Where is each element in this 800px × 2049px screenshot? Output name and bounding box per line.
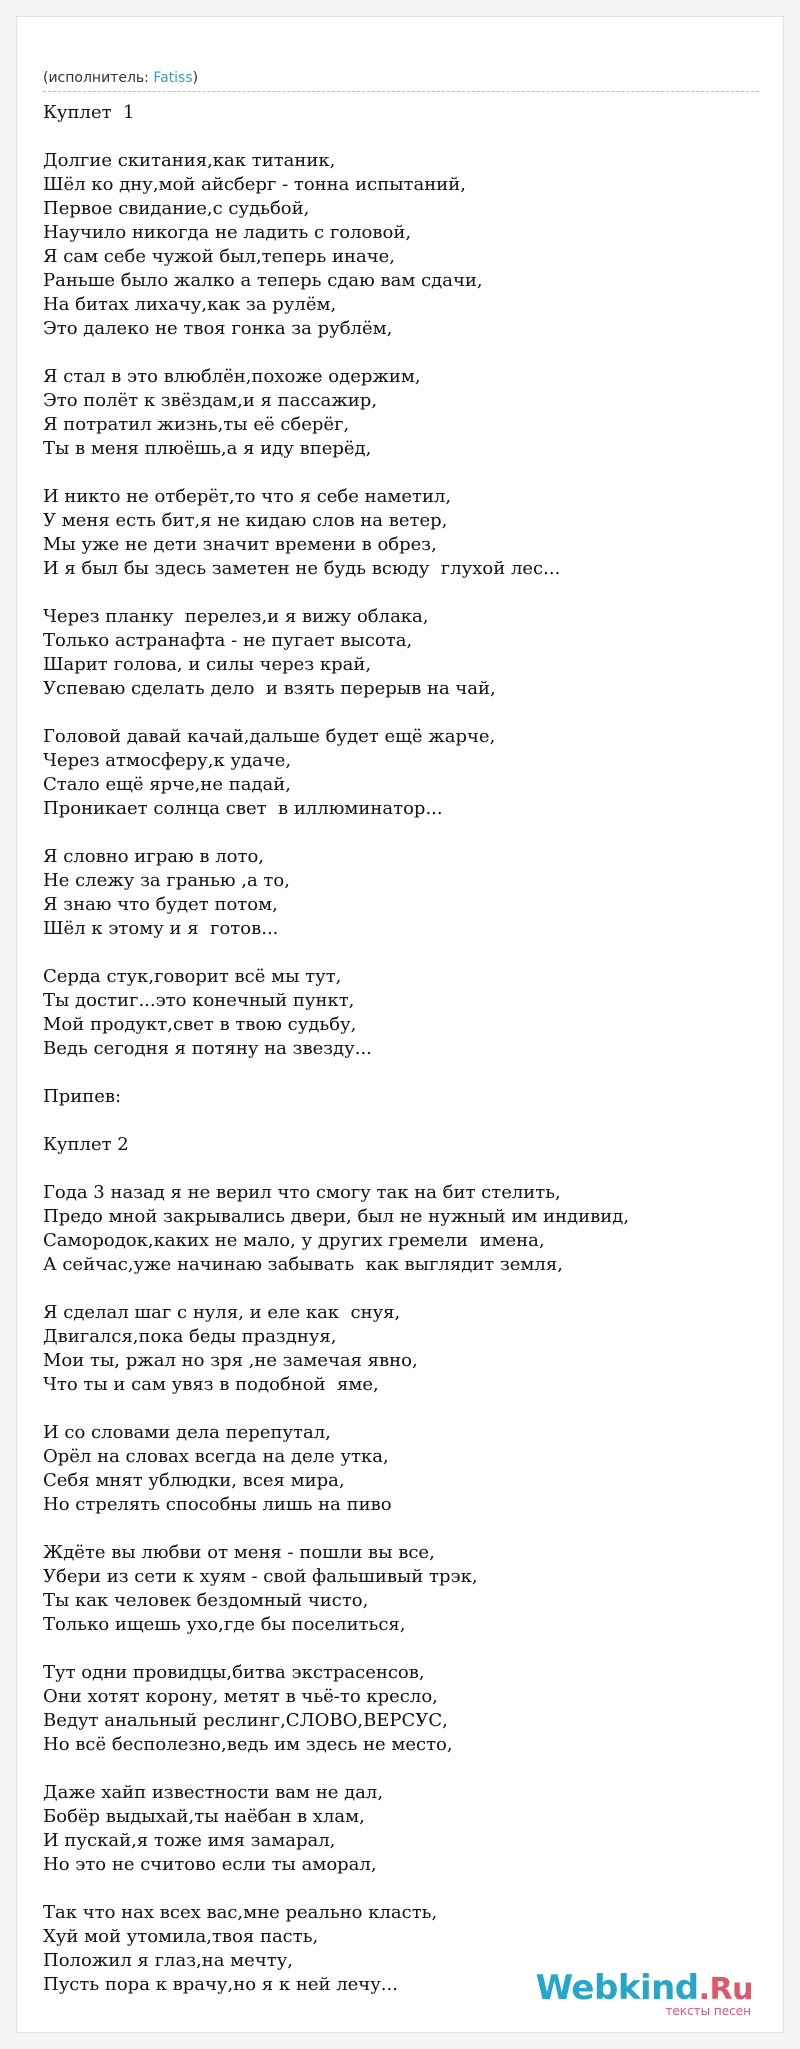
lyric-line: Но стрелять способны лишь на пиво: [43, 1494, 392, 1515]
stanza-gap: [43, 1877, 759, 1901]
lyrics-sheet: [16, 16, 784, 2033]
lyric-line: Это далеко не твоя гонка за рублём,: [43, 318, 393, 339]
lyric-line: Долгие скитания,как титаник,: [43, 150, 336, 171]
lyric-line: Научило никогда не ладить с головой,: [43, 222, 412, 243]
stanza-gap: [43, 1277, 759, 1301]
lyric-line: Мои ты, ржал но зря ,не замечая явно,: [43, 1350, 418, 1371]
lyric-line: Положил я глаз,на мечту,: [43, 1950, 294, 1971]
stanza-gap: [43, 1397, 759, 1421]
stanza-gap: [43, 1757, 759, 1781]
stanza: [43, 485, 759, 581]
logo-tld: .Ru: [698, 1972, 753, 2007]
stanza: [43, 725, 759, 821]
stanza-gap: [43, 1109, 759, 1133]
lyric-line: Шёл ко дну,мой айсберг - тонна испытаний,: [43, 174, 466, 195]
site-logo[interactable]: [536, 1970, 753, 2018]
lyric-line: Предо мной закрывались двери, был не нужный им индивид,: [43, 1206, 630, 1227]
performer-suffix: ): [192, 70, 199, 86]
lyric-line: Не слежу за гранью ,а то,: [43, 870, 290, 891]
stanza: [43, 965, 759, 1061]
lyric-line: У меня есть бит,я не кидаю слов на ветер,: [43, 510, 448, 531]
lyric-line: Двигался,пока беды празднуя,: [43, 1326, 337, 1347]
stanza: [43, 1781, 759, 1877]
lyric-line: Орёл на словах всегда на деле утка,: [43, 1446, 389, 1467]
stanza-gap: [43, 461, 759, 485]
lyric-line: Ждёте вы любви от меня - пошли вы все,: [43, 1542, 435, 1563]
lyric-line: Проникает солнца свет в иллюминатор...: [43, 798, 443, 819]
stanza: [43, 1661, 759, 1757]
lyric-line: Стало ещё ярче,не падай,: [43, 774, 292, 795]
lyric-line: Года 3 назад я не верил что смогу так на бит стелить,: [43, 1182, 561, 1203]
lyric-line: Бобёр выдыхай,ты наёбан в хлам,: [43, 1806, 365, 1827]
stanza-gap: [43, 1157, 759, 1181]
lyric-line: Тут одни провидцы,битва экстрасенсов,: [43, 1662, 425, 1683]
stanza-gap: [43, 341, 759, 365]
lyric-line: Через планку перелез,и я вижу облака,: [43, 606, 429, 627]
lyric-line: Себя мнят ублюдки, всея мира,: [43, 1470, 345, 1491]
lyric-line: И никто не отберёт,то что я себе наметил,: [43, 486, 452, 507]
stanza-gap: [43, 701, 759, 725]
lyric-line: Мой продукт,свет в твою судьбу,: [43, 1014, 357, 1035]
stanza-gap: [43, 1517, 759, 1541]
lyric-line: Так что нах всех вас,мне реально класть,: [43, 1902, 438, 1923]
lyrics-body: [43, 101, 759, 1997]
lyric-line: Успеваю сделать дело и взять перерыв на чай,: [43, 678, 496, 699]
performer-prefix: (исполнитель:: [43, 70, 154, 86]
performer-line: [43, 68, 759, 92]
lyric-line: Что ты и сам увяз в подобной яме,: [43, 1374, 379, 1395]
lyric-line: Но это не считово если ты аморал,: [43, 1854, 377, 1875]
lyric-line: Через атмосферу,к удаче,: [43, 750, 292, 771]
lyric-line: Ведь сегодня я потяну на звезду...: [43, 1038, 372, 1059]
stanza: [43, 1421, 759, 1517]
lyric-line: Но всё бесполезно,ведь им здесь не место,: [43, 1734, 453, 1755]
lyric-line: Только ищешь ухо,где бы поселиться,: [43, 1614, 406, 1635]
lyric-line: Я стал в это влюблён,похоже одержим,: [43, 366, 421, 387]
lyric-line: Я сам себе чужой был,теперь иначе,: [43, 246, 395, 267]
performer-link[interactable]: Fatiss: [153, 70, 193, 86]
lyric-line: Головой давай качай,дальше будет ещё жарче,: [43, 726, 496, 747]
stanza: [43, 1301, 759, 1397]
stanza: [43, 605, 759, 701]
lyric-line: Пусть пора к врачу,но я к ней лечу...: [43, 1974, 398, 1995]
lyric-line: Ты как человек бездомный чисто,: [43, 1590, 369, 1611]
lyric-line: Ты достиг...это конечный пункт,: [43, 990, 355, 1011]
lyric-line: Раньше было жалко а теперь сдаю вам сдачи,: [43, 270, 483, 291]
lyric-line: Куплет 2: [43, 1134, 129, 1155]
stanza-gap: [43, 581, 759, 605]
stanza-gap: [43, 821, 759, 845]
lyric-line: Я словно играю в лото,: [43, 846, 265, 867]
stanza-gap: [43, 1061, 759, 1085]
stanza: [43, 149, 759, 341]
lyric-line: Убери из сети к хуям - свой фальшивый трэк,: [43, 1566, 478, 1587]
lyric-line: Припев:: [43, 1086, 122, 1107]
lyric-line: Даже хайп известности вам не дал,: [43, 1782, 384, 1803]
stanza-gap: [43, 941, 759, 965]
stanza-gap: [43, 125, 759, 149]
stanza-gap: [43, 1637, 759, 1661]
stanza: [43, 1181, 759, 1277]
stanza: [43, 1085, 759, 1109]
lyric-line: Самородок,каких не мало, у других гремели имена,: [43, 1230, 545, 1251]
lyric-line: Куплет 1: [43, 102, 135, 123]
lyric-line: На битах лихачу,как за рулём,: [43, 294, 337, 315]
stanza: [43, 845, 759, 941]
lyric-line: И со словами дела перепутал,: [43, 1422, 331, 1443]
lyric-line: Они хотят корону, метят в чьё-то кресло,: [43, 1686, 438, 1707]
lyric-line: Ты в меня плюёшь,а я иду вперёд,: [43, 438, 372, 459]
lyric-line: Только астранафта - не пугает высота,: [43, 630, 413, 651]
lyric-line: Шёл к этому и я готов...: [43, 918, 279, 939]
lyric-line: И пускай,я тоже имя замарал,: [43, 1830, 336, 1851]
stanza: [43, 1541, 759, 1637]
logo-tagline: тексты песен: [665, 2004, 751, 2018]
lyric-line: Серда стук,говорит всё мы тут,: [43, 966, 342, 987]
lyric-line: Я сделал шаг с нуля, и еле как снуя,: [43, 1302, 401, 1323]
lyric-line: Это полёт к звёздам,и я пассажир,: [43, 390, 378, 411]
lyric-line: Ведут анальный реслинг,СЛОВО,ВЕРСУС,: [43, 1710, 448, 1731]
stanza: [43, 101, 759, 125]
lyric-line: А сейчас,уже начинаю забывать как выглядит земля,: [43, 1254, 563, 1275]
logo-brand: Webkind: [535, 1968, 699, 2008]
stanza: [43, 365, 759, 461]
lyric-line: И я был бы здесь заметен не будь всюду глухой лес...: [43, 558, 561, 579]
lyric-line: Шарит голова, и силы через край,: [43, 654, 372, 675]
lyric-line: Первое свидание,с судьбой,: [43, 198, 310, 219]
lyric-line: Мы уже не дети значит времени в обрез,: [43, 534, 437, 555]
lyric-line: Я потратил жизнь,ты её сберёг,: [43, 414, 350, 435]
lyric-line: Хуй мой утомила,твоя пасть,: [43, 1926, 319, 1947]
logo-wordmark: [536, 1970, 753, 2008]
lyric-line: Я знаю что будет потом,: [43, 894, 278, 915]
stanza: [43, 1133, 759, 1157]
